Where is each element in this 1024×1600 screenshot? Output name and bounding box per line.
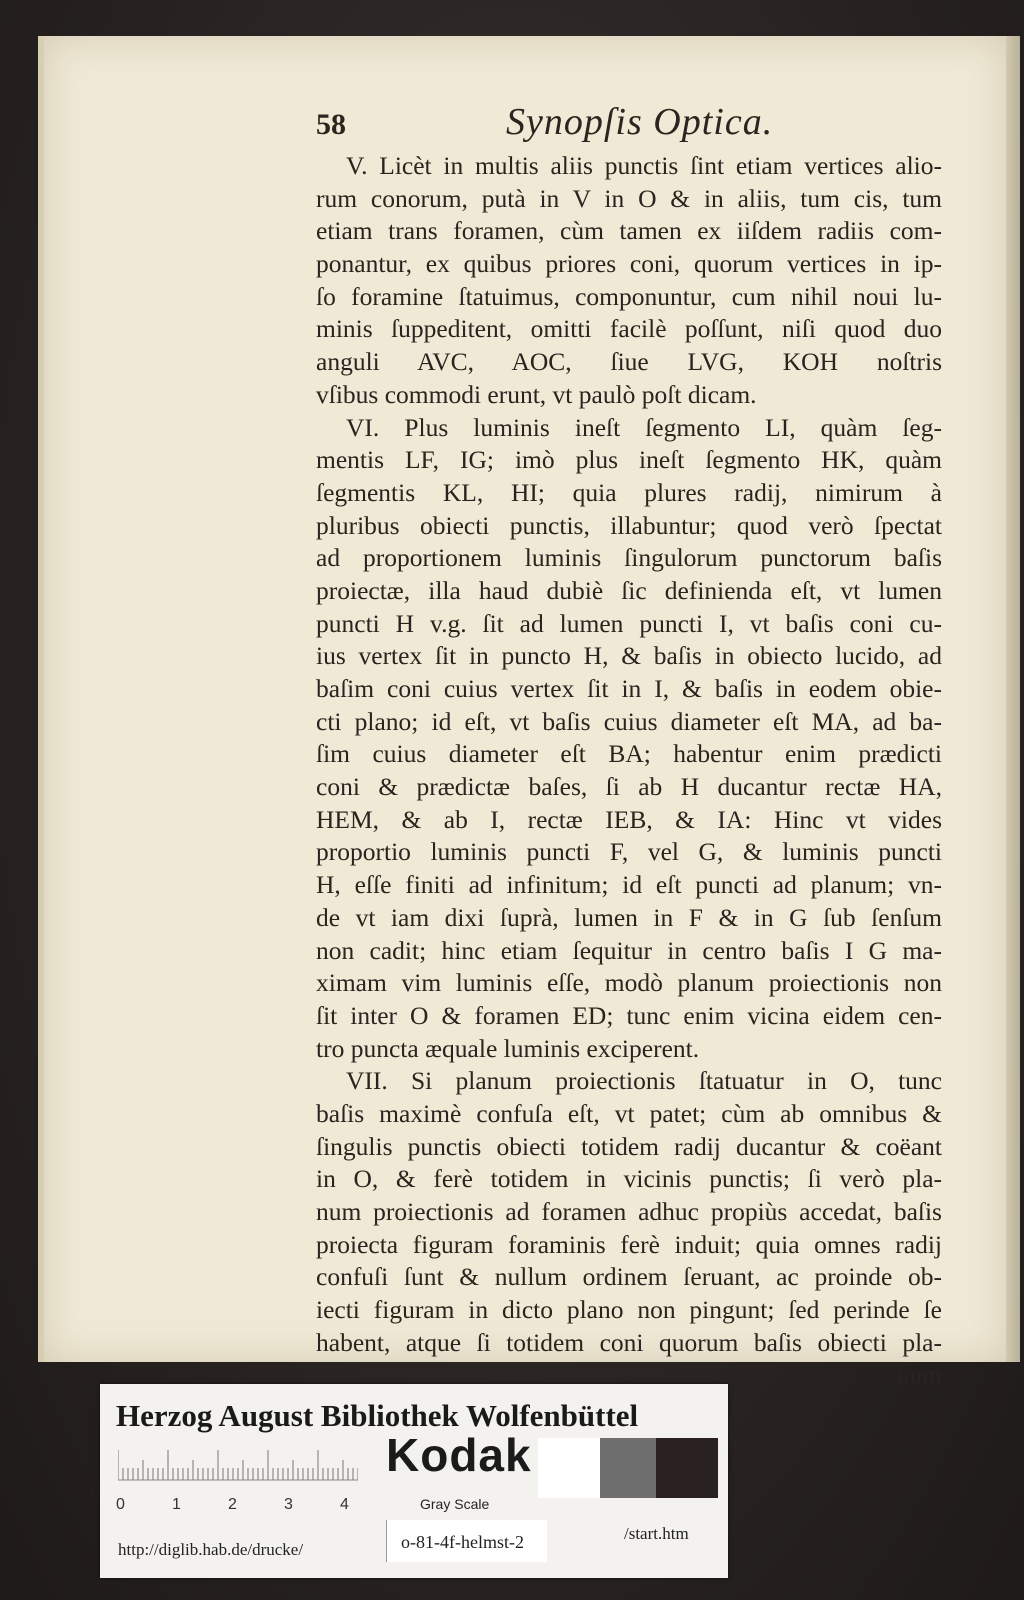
text-line: confuſi ſunt & nullum ordinem ſeruant, ac proinde ob- xyxy=(316,1262,942,1292)
text-line: baſim coni cuius vertex ſit in I, & baſis in eodem obie- xyxy=(316,674,942,703)
kodak-logo: Kodak xyxy=(386,1429,532,1481)
text-line: proportio luminis puncti F, vel G, & luminis puncti xyxy=(316,837,942,867)
page-number: 58 xyxy=(316,108,346,141)
text-line: VI. Plus luminis ineſt ſegmento LI, quàm ſeg- xyxy=(346,412,942,442)
text-line: non cadit; hinc etiam ſequitur in centro baſis I G ma- xyxy=(316,935,942,965)
shelfmark-box xyxy=(386,1520,547,1562)
text-line: ponantur, ex quibus priores coni, quorum vertices in ip- xyxy=(316,249,942,279)
library-name: Herzog August Bibliothek Wolfenbüttel xyxy=(116,1398,639,1433)
text-line: mentis LF, IG; imò plus ineſt ſegmento HK, quàm xyxy=(316,445,942,475)
text-line: ius vertex ſit in puncto H, & baſis in obiecto lucido, ad xyxy=(316,641,942,671)
gray-swatch-mid xyxy=(600,1438,656,1498)
library-url: http://diglib.hab.de/drucke/ xyxy=(118,1540,304,1559)
text-line: proiecta figuram foraminis ferè induit; quia omnes radij xyxy=(316,1229,942,1259)
text-line: anguli AVC, AOC, ſiue LVG, KOH noſtris xyxy=(316,347,942,377)
text-line: VII. Si planum proiectionis ſtatuatur in O, tunc xyxy=(346,1066,942,1096)
text-line: ximam vim luminis eſſe, modò planum proiectionis non xyxy=(316,968,942,998)
ruler-number: 4 xyxy=(340,1496,349,1513)
running-title: Synopſis Optica. xyxy=(506,101,774,143)
text-line: de vt iam dixi ſuprà, lumen in F & in G ſub ſenſum xyxy=(316,902,942,932)
ruler-number: 1 xyxy=(172,1496,181,1513)
catchword: num xyxy=(896,1360,942,1390)
text-line: HEM, & ab I, rectæ IEB, & IA: Hinc vt vides xyxy=(316,804,942,834)
start-path: /start.htm xyxy=(624,1524,689,1543)
text-line: H, eſſe finiti ad infinitum; id eſt puncti ad planum; vn- xyxy=(316,870,942,900)
text-line: baſis maximè confuſa eſt, vt patet; cùm ab omnibus & xyxy=(316,1098,942,1128)
text-line: minis ſuppeditent, omitti facilè poſſunt, niſi quod duo xyxy=(316,314,942,344)
text-line: ſim cuius diameter eſt BA; habentur enim prædicti xyxy=(316,739,942,769)
text-line: pluribus obiecti punctis, illabuntur; quod verò ſpectat xyxy=(316,510,942,540)
ruler-number: 2 xyxy=(228,1496,237,1513)
text-line: proiectæ, illa haud dubiè ſic definienda eſt, vt lumen xyxy=(316,575,942,605)
text-line: ſingulis punctis obiecti totidem radij ducantur & coëant xyxy=(316,1131,942,1161)
gray-swatch-dark xyxy=(656,1438,718,1498)
text-line: rum conorum, putà in V in O & in aliis, tum cis, tum xyxy=(316,183,942,213)
library-label-card xyxy=(100,1384,728,1578)
text-line: ſit inter O & foramen ED; tunc enim vicina eidem cen- xyxy=(316,1000,942,1030)
text-line: coni & prædictæ baſes, ſi ab H ducantur rectæ HA, xyxy=(316,772,942,802)
text-line: ad proportionem luminis ſingulorum punctorum baſis xyxy=(316,543,942,573)
shelfmark: o-81-4f-helmst-2 xyxy=(401,1532,524,1552)
text-line: in O, & ferè totidem in vicinis punctis; ſi verò pla- xyxy=(316,1164,942,1194)
text-line: etiam trans foramen, cùm tamen ex iiſdem radiis com- xyxy=(316,216,942,246)
text-line: habent, atque ſi totidem coni quorum baſis obiecti pla- xyxy=(316,1327,942,1357)
gray-swatch-white xyxy=(538,1438,600,1498)
text-line: cti plano; id eſt, vt baſis cuius diameter eſt MA, ad ba- xyxy=(316,706,942,736)
ruler-number: 0 xyxy=(116,1496,125,1513)
text-line: ſo foramine ſtatuimus, componuntur, cum nihil noui lu- xyxy=(316,281,942,311)
body-text xyxy=(316,150,942,1392)
text-line: num proiectionis ad foramen adhuc propiùs accedat, baſis xyxy=(316,1197,942,1226)
text-line: V. Licèt in multis aliis punctis ſint etiam vertices alio- xyxy=(346,151,942,180)
ruler-numbers xyxy=(116,1496,376,1520)
grayscale-label: Gray Scale xyxy=(420,1496,490,1512)
page-header xyxy=(316,70,916,143)
text-line: iecti figuram in dicto plano non pingunt; ſed perinde ſe xyxy=(316,1295,942,1325)
text-line: puncti H v.g. ſit ad lumen puncti I, vt baſis coni cu- xyxy=(316,608,942,638)
ruler-number: 3 xyxy=(284,1496,293,1513)
ruler-scale xyxy=(118,1446,358,1482)
text-line: vſibus commodi erunt, vt paulò poſt dicam. xyxy=(316,379,757,409)
text-line: tro puncta æquale luminis exciperent. xyxy=(316,1033,700,1063)
text-line: ſegmentis KL, HI; quia plures radij, nimirum à xyxy=(316,477,942,507)
